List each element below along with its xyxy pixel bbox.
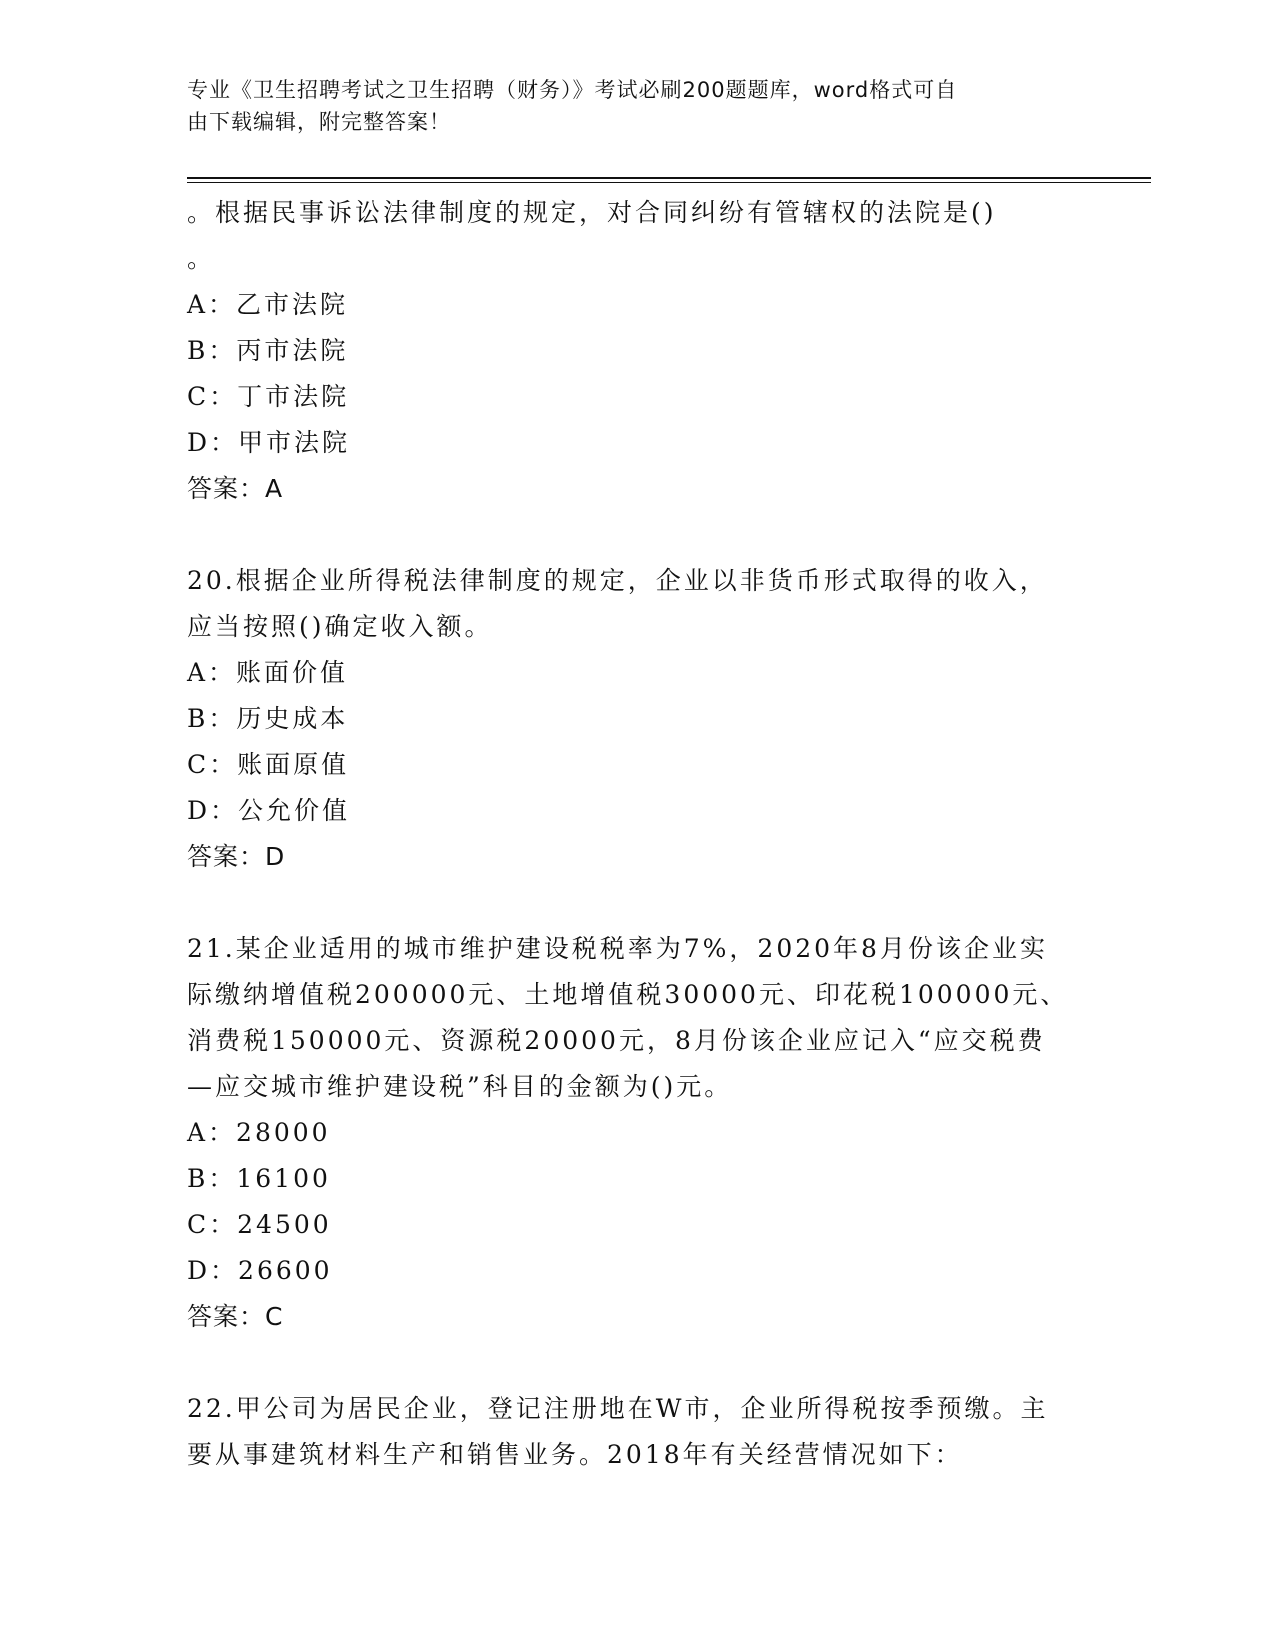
question-21-answer: 答案：C bbox=[187, 1302, 284, 1331]
question-19-line-2: 。 bbox=[187, 244, 216, 273]
question-19-option-a: A：乙市法院 bbox=[187, 290, 349, 319]
document-header bbox=[187, 74, 1067, 138]
question-19 bbox=[187, 190, 1087, 512]
question-19-option-c: C：丁市法院 bbox=[187, 382, 350, 411]
question-20-answer: 答案：D bbox=[187, 842, 286, 871]
question-21-line-2: 际缴纳增值税200000元、土地增值税30000元、印花税100000元、 bbox=[187, 980, 1069, 1009]
question-20-line-1: 20.根据企业所得税法律制度的规定，企业以非货币形式取得的收入， bbox=[187, 566, 1048, 595]
header-line-2: 由下载编辑，附完整答案！ bbox=[187, 110, 451, 134]
question-22 bbox=[187, 1386, 1087, 1478]
question-22-line-2: 要从事建筑材料生产和销售业务。2018年有关经营情况如下： bbox=[187, 1440, 963, 1469]
question-21-line-1: 21.某企业适用的城市维护建设税税率为7%，2020年8月份该企业实 bbox=[187, 934, 1048, 963]
header-line-1: 专业《卫生招聘考试之卫生招聘（财务）》考试必刷200题题库，word格式可自 bbox=[187, 78, 958, 102]
header-divider-thick bbox=[187, 177, 1151, 179]
question-21-line-3: 消费税150000元、资源税20000元，8月份该企业应记入“应交税费 bbox=[187, 1026, 1046, 1055]
question-spacer bbox=[187, 880, 1087, 926]
header-divider-thin bbox=[187, 182, 1151, 183]
question-spacer bbox=[187, 1340, 1087, 1386]
question-list bbox=[187, 190, 1087, 1478]
question-20-option-a: A：账面价值 bbox=[187, 658, 349, 687]
question-22-line-1: 22.甲公司为居民企业，登记注册地在W市，企业所得税按季预缴。主 bbox=[187, 1394, 1049, 1423]
question-20-option-b: B：历史成本 bbox=[187, 704, 349, 733]
question-21-line-4: —应交城市维护建设税”科目的金额为()元。 bbox=[187, 1072, 733, 1101]
question-21-option-d: D：26600 bbox=[187, 1256, 333, 1285]
question-21 bbox=[187, 926, 1087, 1340]
question-19-option-b: B：丙市法院 bbox=[187, 336, 349, 365]
question-spacer bbox=[187, 512, 1087, 558]
question-19-line-1: 。根据民事诉讼法律制度的规定，对合同纠纷有管辖权的法院是() bbox=[187, 198, 997, 227]
question-20-option-d: D：公允价值 bbox=[187, 796, 351, 825]
question-20-line-2: 应当按照()确定收入额。 bbox=[187, 612, 493, 641]
question-20-option-c: C：账面原值 bbox=[187, 750, 350, 779]
question-21-option-c: C：24500 bbox=[187, 1210, 332, 1239]
question-21-option-b: B：16100 bbox=[187, 1164, 331, 1193]
question-20 bbox=[187, 558, 1087, 880]
question-21-option-a: A：28000 bbox=[187, 1118, 331, 1147]
question-19-answer: 答案：A bbox=[187, 474, 284, 503]
question-19-option-d: D：甲市法院 bbox=[187, 428, 351, 457]
